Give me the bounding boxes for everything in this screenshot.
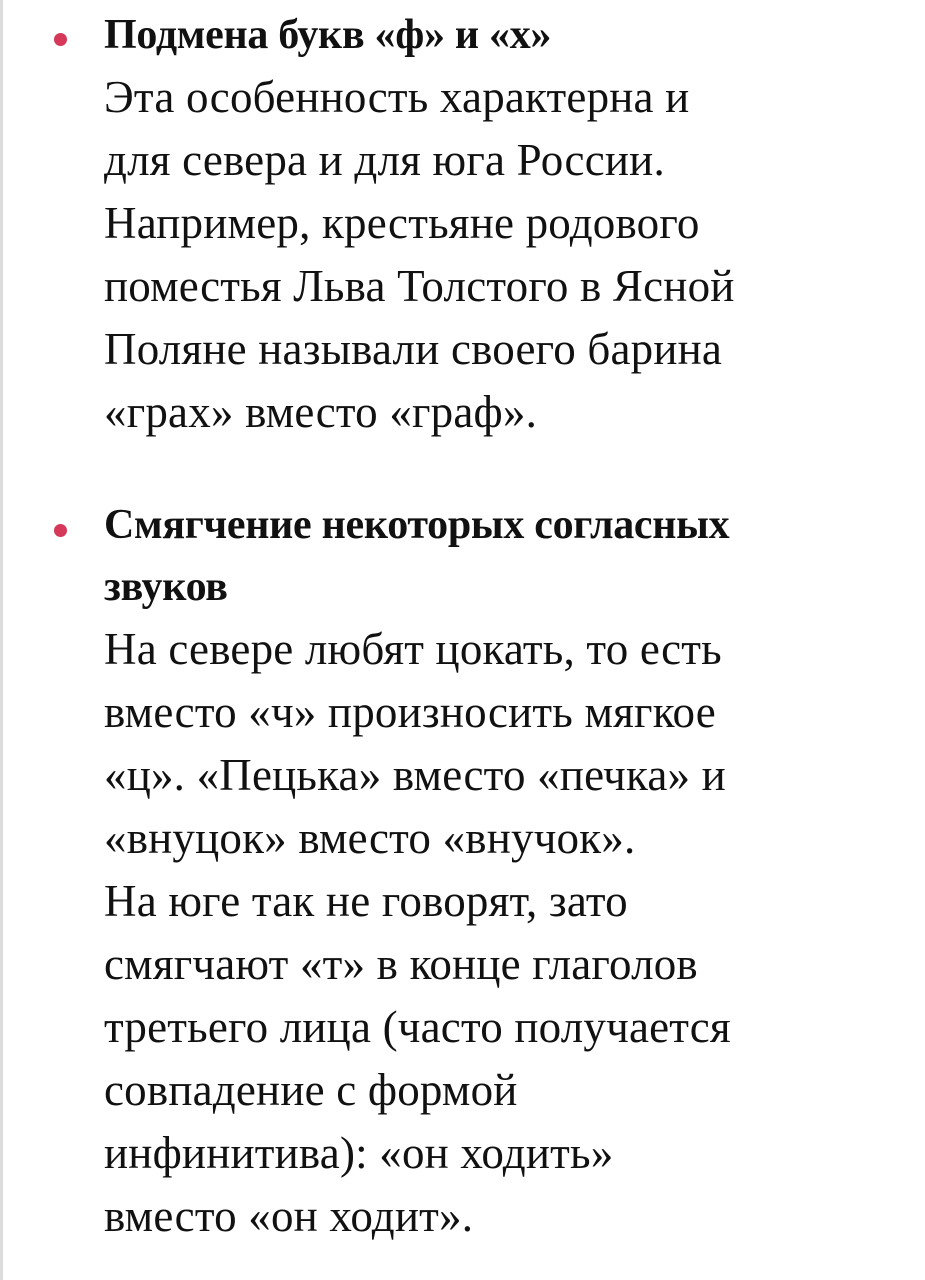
heading-line: Смягчение некоторых согласных [104, 502, 730, 548]
paragraph-line: третьего лица (часто получается [104, 1002, 731, 1052]
paragraph-line: смягчают «т» в конце глаголов [104, 939, 698, 989]
paragraph-line: «внуцок» вместо «внучок». [104, 813, 636, 863]
paragraph-line: для севера и для юга России. [104, 135, 665, 185]
paragraph-line: вместо «он ходит». [104, 1191, 474, 1241]
paragraph-line: Поляне называли своего барина [104, 324, 723, 374]
item-paragraph [104, 618, 894, 1248]
paragraph-line: «грах» вместо «граф». [104, 387, 538, 437]
paragraph-line: На севере любят цокать, то есть [104, 624, 722, 674]
paragraph-line: Эта особенность характерна и [104, 72, 690, 122]
left-border-line [0, 0, 3, 1280]
paragraph-line: Например, крестьяне родового [104, 198, 700, 248]
item-heading [104, 4, 894, 66]
heading-line: Подмена букв «ф» и «х» [104, 12, 552, 58]
paragraph-line: поместья Льва Толстого в Ясной [104, 261, 735, 311]
paragraph-line: совпадение с формой [104, 1065, 518, 1115]
paragraph-line: вместо «ч» произносить мягкое [104, 687, 716, 737]
list-item-body [104, 494, 894, 1248]
item-heading [104, 494, 894, 618]
bullet-dot-icon [54, 33, 67, 46]
list-item-body [104, 4, 894, 444]
paragraph-line: инфинитива): «он ходить» [104, 1128, 614, 1178]
item-paragraph [104, 66, 894, 444]
paragraph-line: На юге так не говорят, зато [104, 876, 628, 926]
paragraph-line: «ц». «Пецька» вместо «печка» и [104, 750, 726, 800]
heading-line: звуков [104, 564, 228, 610]
bullet-dot-icon [54, 524, 67, 537]
